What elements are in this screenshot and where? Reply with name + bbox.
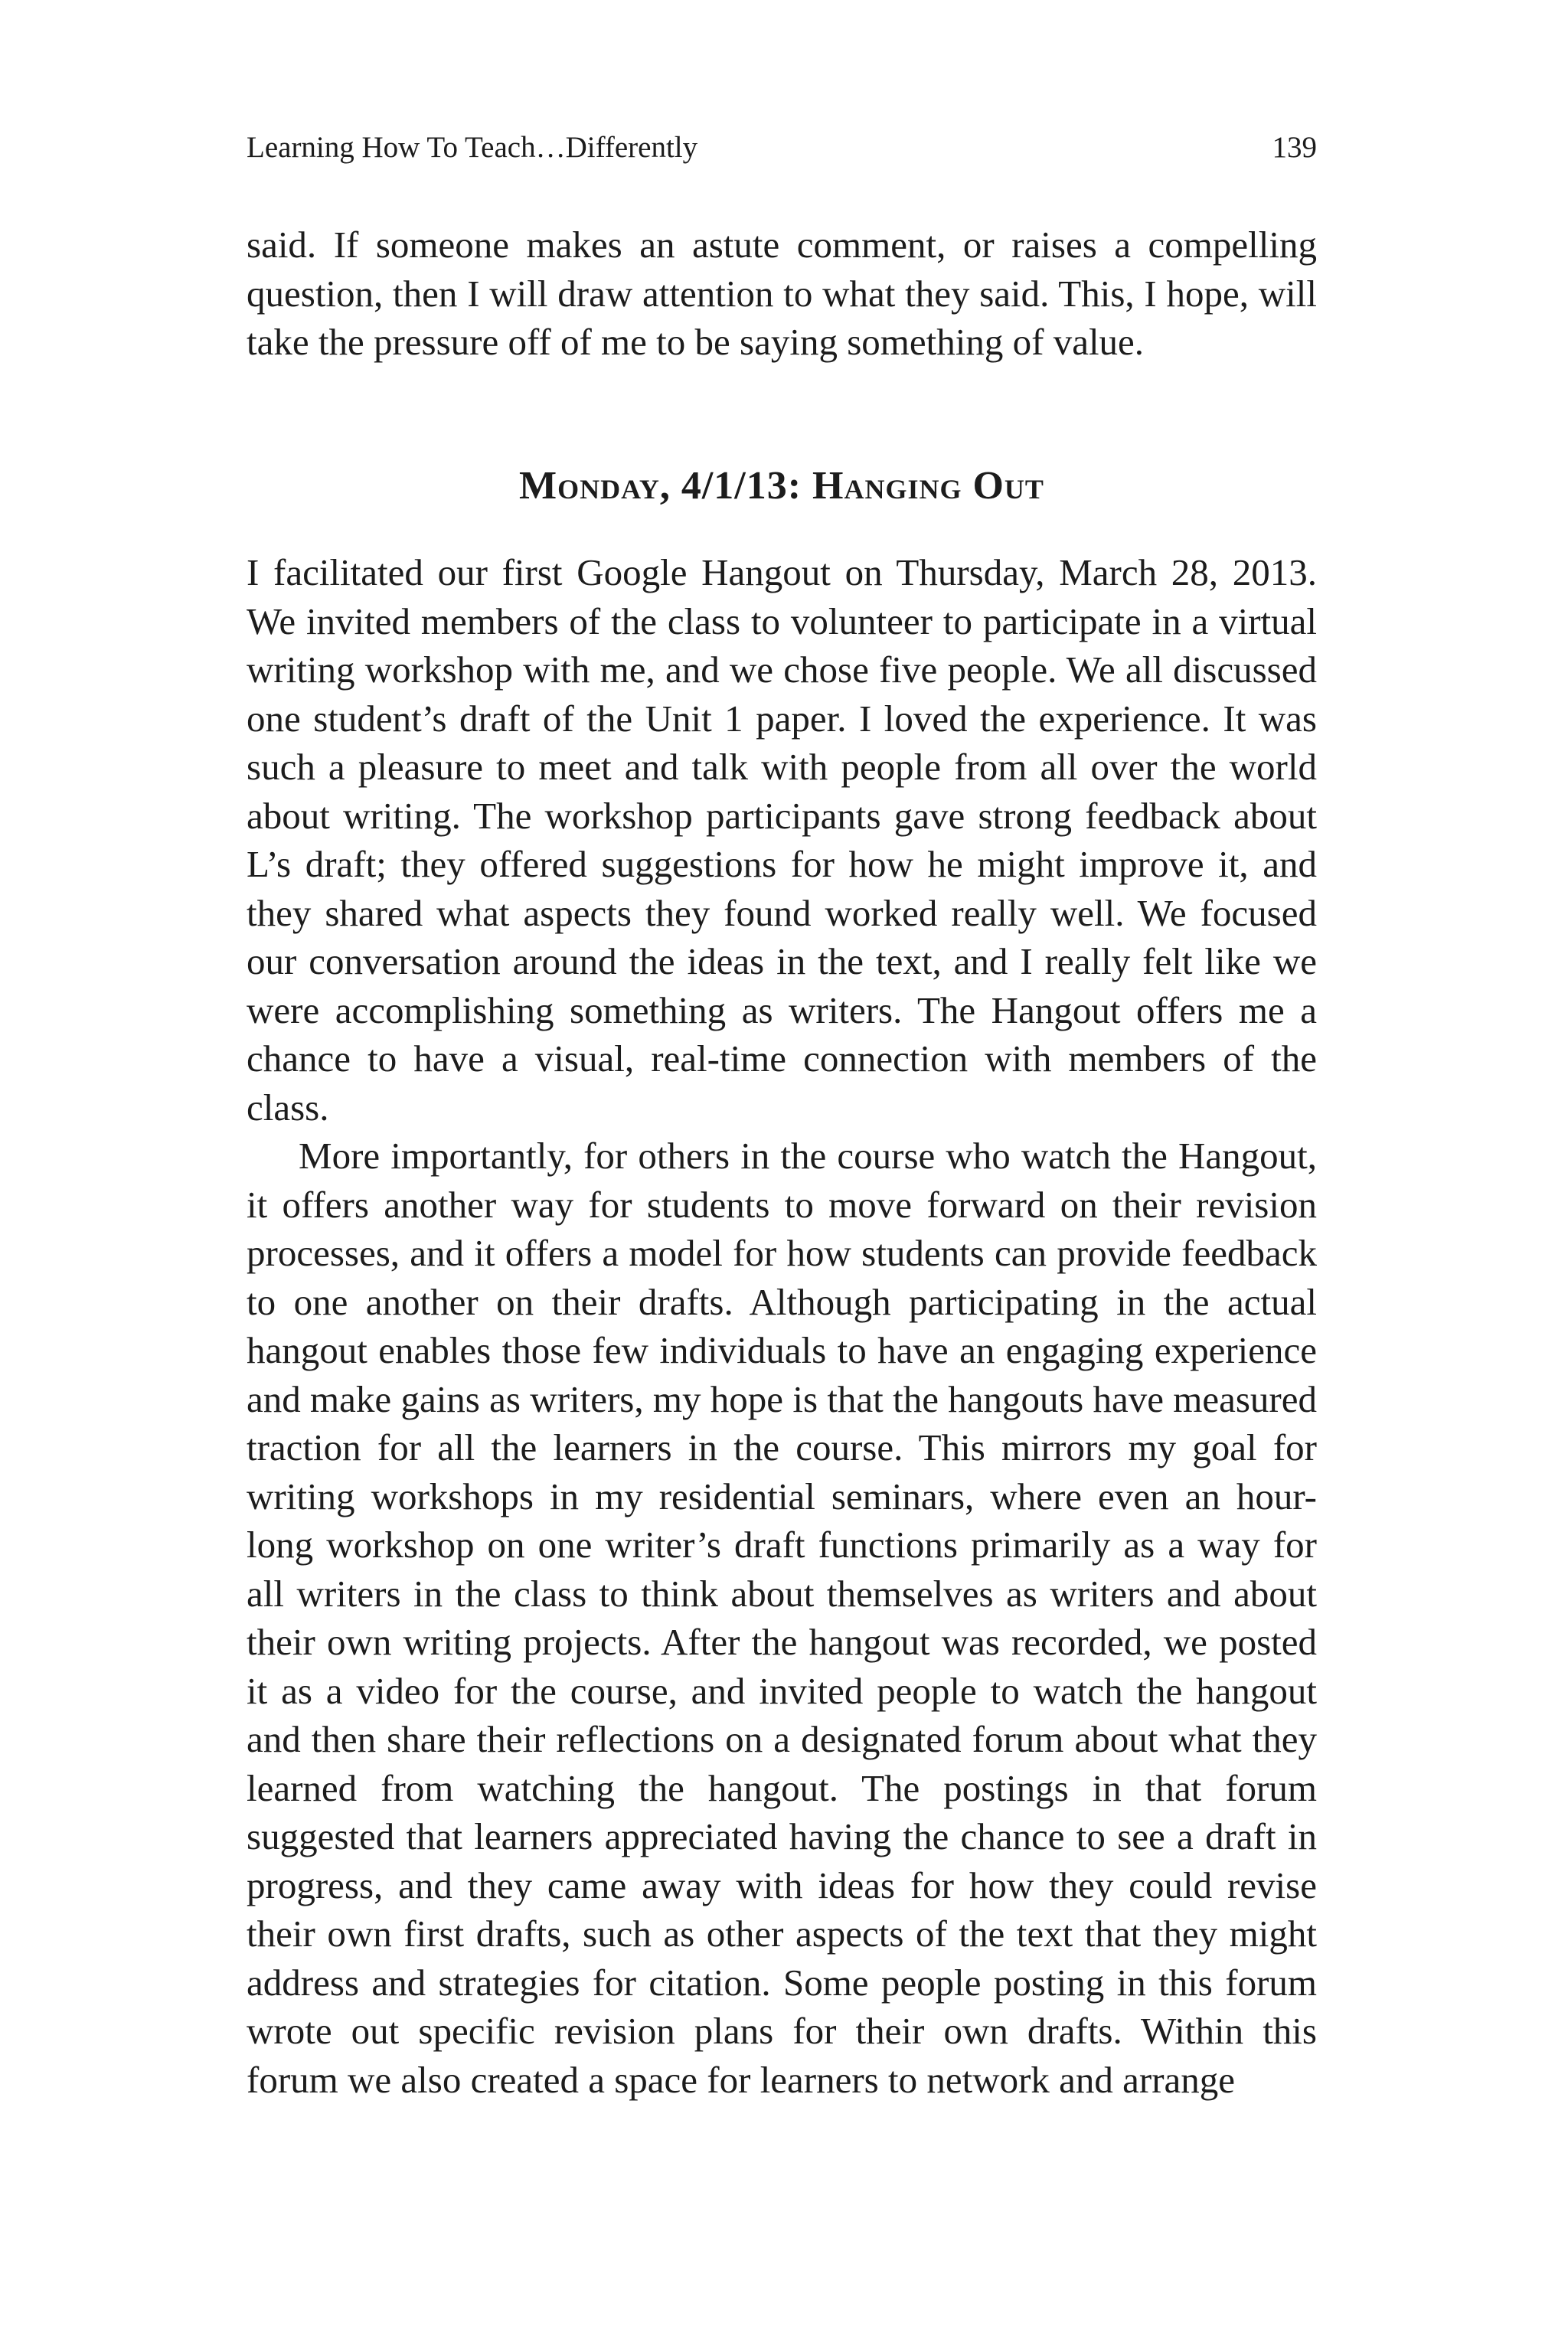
- page-number: 139: [1272, 131, 1317, 164]
- running-head: [247, 129, 1317, 167]
- continued-paragraph-block: [247, 220, 1317, 367]
- running-head-title: Learning How To Teach…Differently: [247, 131, 698, 164]
- continued-paragraph: said. If someone makes an astute comment, or raises a compelling question, then I will draw attention to what they said. This, I hope, will take the pressure off of me to be saying something of value.: [247, 224, 1317, 363]
- body-paragraph-1: I facilitated our first Google Hangout on Thursday, March 28, 2013. We invited members of the class to volunteer to participate in a virtual writing workshop with me, and we chose five people. We all discussed one student’s draft of the Unit 1 paper. I loved the experience. It was such a pleasure to meet and talk with people from all over the world about writing. The workshop participants gave strong feedback about L’s draft; they offered suggestions for how he might improve it, and they shared what aspects they found worked really well. We focused our conversation around the ideas in the text, and I really felt like we were accomplishing something as writers. The Hangout offers me a chance to have a visual, real-time connection with members of the class.: [247, 551, 1317, 1129]
- section-heading: Monday, 4/1/13: Hanging Out: [519, 464, 1044, 508]
- section-body: [247, 548, 1317, 2104]
- body-paragraph-2: More importantly, for others in the course who watch the Hangout, it offers another way for students to move forward on their revision processes, and it offers a model for how students can provide feedback to one another on their drafts. Although participating in the actual hangout enables those few individuals to have an engaging experience and make gains as writers, my hope is that the hangouts have measured traction for all the learners in the course. This mirrors my goal for writing workshops in my residential seminars, where even an hour-long workshop on one writer’s draft functions primarily as a way for all writers in the class to think about themselves as writers and about their own writing projects. After the hangout was recorded, we posted it as a video for the course, and invited people to watch the hangout and then share their reflections on a designated forum about what they learned from watching the hangout. The postings in that forum suggested that learners appreciated having the chance to see a draft in progress, and they came away with ideas for how they could revise their own first drafts, such as other aspects of the text that they might address and strategies for citation. Some people posting in this forum wrote out specific revision plans for their own drafts. Within this forum we also created a space for learners to network and arrange: [247, 1135, 1317, 2101]
